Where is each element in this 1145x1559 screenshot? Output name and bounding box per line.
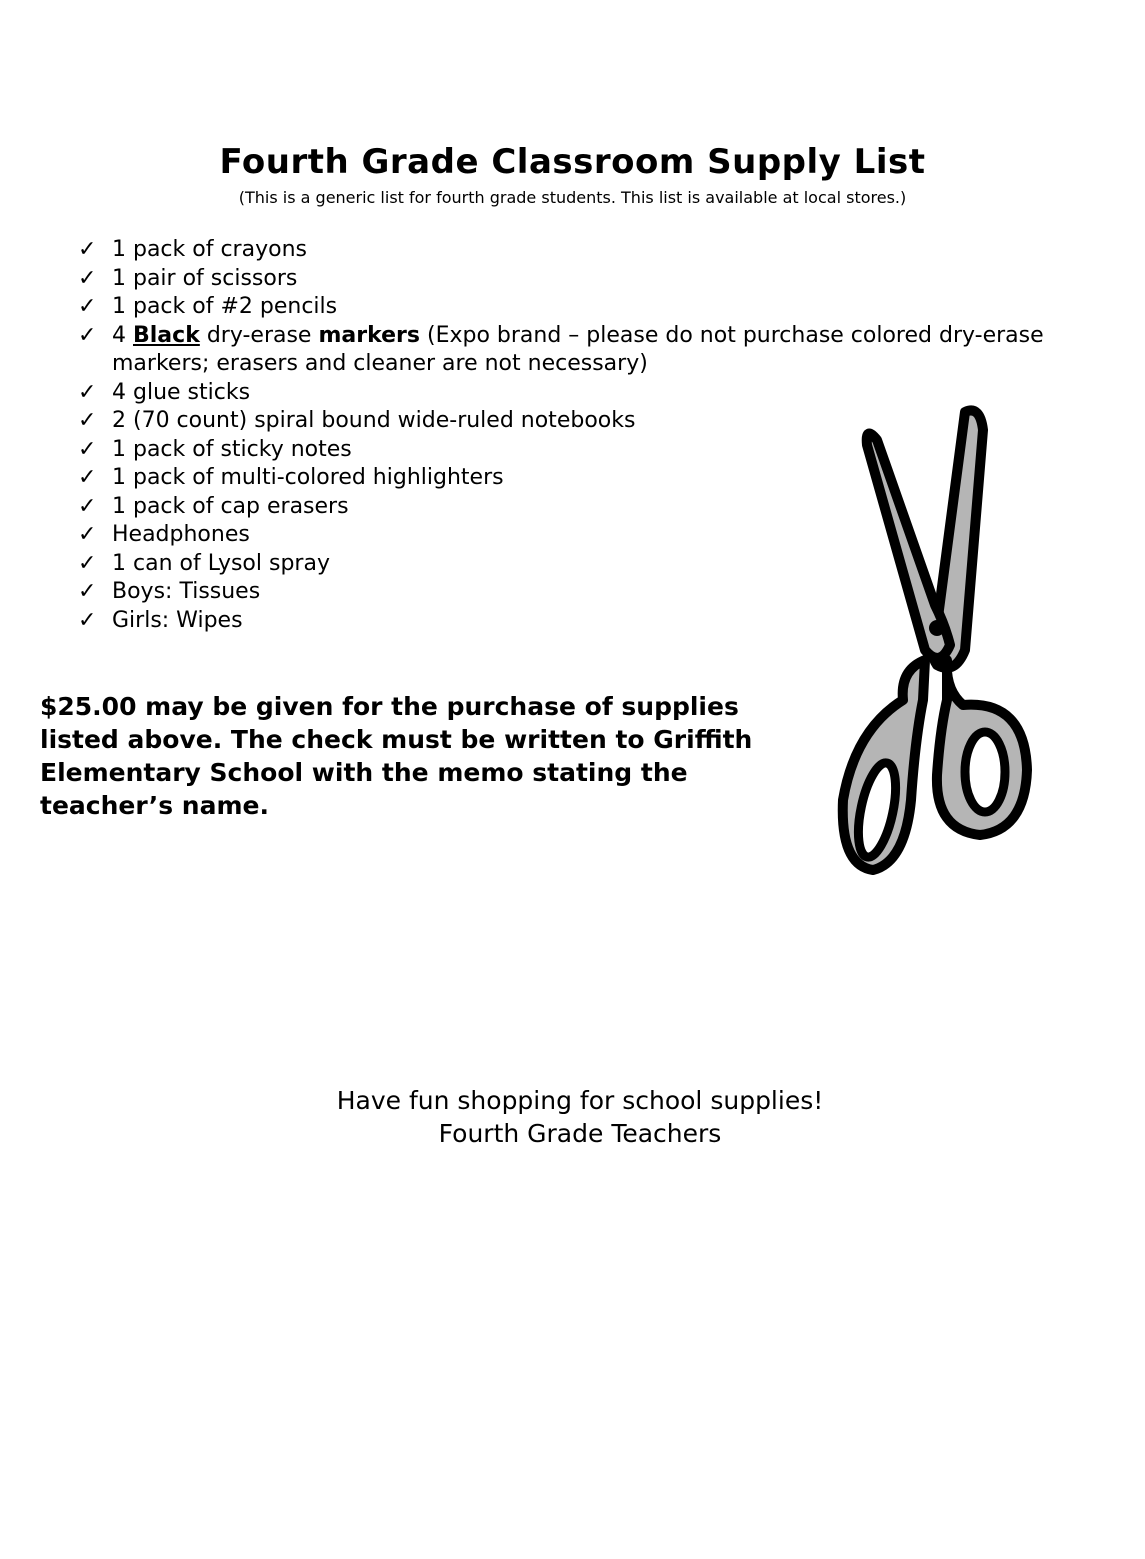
list-item-text-pre: 4: [112, 322, 133, 348]
check-icon: ✓: [78, 436, 97, 462]
list-item-text: 1 pack of cap erasers: [112, 493, 349, 519]
list-item-text-mid: dry-erase: [199, 322, 319, 348]
check-icon: ✓: [78, 550, 97, 576]
check-icon: ✓: [78, 237, 97, 262]
check-icon: ✓: [78, 379, 97, 405]
check-icon: ✓: [78, 265, 97, 291]
list-item: [78, 322, 1068, 379]
page-subtitle: (This is a generic list for fourth grade students. This list is available at local stores.): [238, 188, 907, 207]
closing-message: [0, 1084, 1145, 1150]
list-item-text: Girls: Wipes: [112, 607, 243, 633]
list-item-text: 1 pack of crayons: [112, 237, 307, 262]
list-item-text: 2 (70 count) spiral bound wide-ruled notebooks: [112, 408, 636, 433]
list-item: [78, 265, 1068, 294]
list-item: [78, 293, 1068, 322]
check-icon: ✓: [78, 522, 97, 547]
check-icon: ✓: [78, 493, 97, 519]
closing-line-2: Fourth Grade Teachers: [438, 1119, 722, 1148]
list-item-text-post: (Expo brand – please do not purchase colored dry-erase markers; erasers and cleaner are not necessary): [112, 322, 1044, 376]
check-icon: ✓: [78, 579, 97, 604]
list-item-emphasis-markers: markers: [318, 322, 420, 348]
check-icon: ✓: [78, 294, 97, 319]
list-item-text: Boys: Tissues: [112, 579, 261, 604]
page-title: Fourth Grade Classroom Supply List: [219, 142, 926, 182]
payment-note: $25.00 may be given for the purchase of supplies listed above. The check must be written to Griffith Elementary School with the memo stating the teacher’s name.: [40, 692, 753, 820]
list-item-text: 1 pair of scissors: [112, 265, 298, 291]
closing-line-1: Have fun shopping for school supplies!: [336, 1086, 824, 1115]
check-icon: ✓: [78, 465, 97, 490]
check-icon: ✓: [78, 322, 97, 348]
check-icon: ✓: [78, 408, 97, 433]
list-item-text: 4 glue sticks: [112, 379, 251, 405]
list-item-text: 1 can of Lysol spray: [112, 550, 330, 576]
list-item-text: 1 pack of multi-colored highlighters: [112, 465, 504, 490]
check-icon: ✓: [78, 607, 97, 633]
list-item-text: Headphones: [112, 522, 250, 547]
scissors-icon: [815, 400, 1035, 880]
list-item-emphasis-black: Black: [133, 322, 200, 348]
list-item-text: 1 pack of #2 pencils: [112, 294, 338, 319]
list-item-text: 1 pack of sticky notes: [112, 436, 352, 462]
list-item: [78, 236, 1068, 265]
